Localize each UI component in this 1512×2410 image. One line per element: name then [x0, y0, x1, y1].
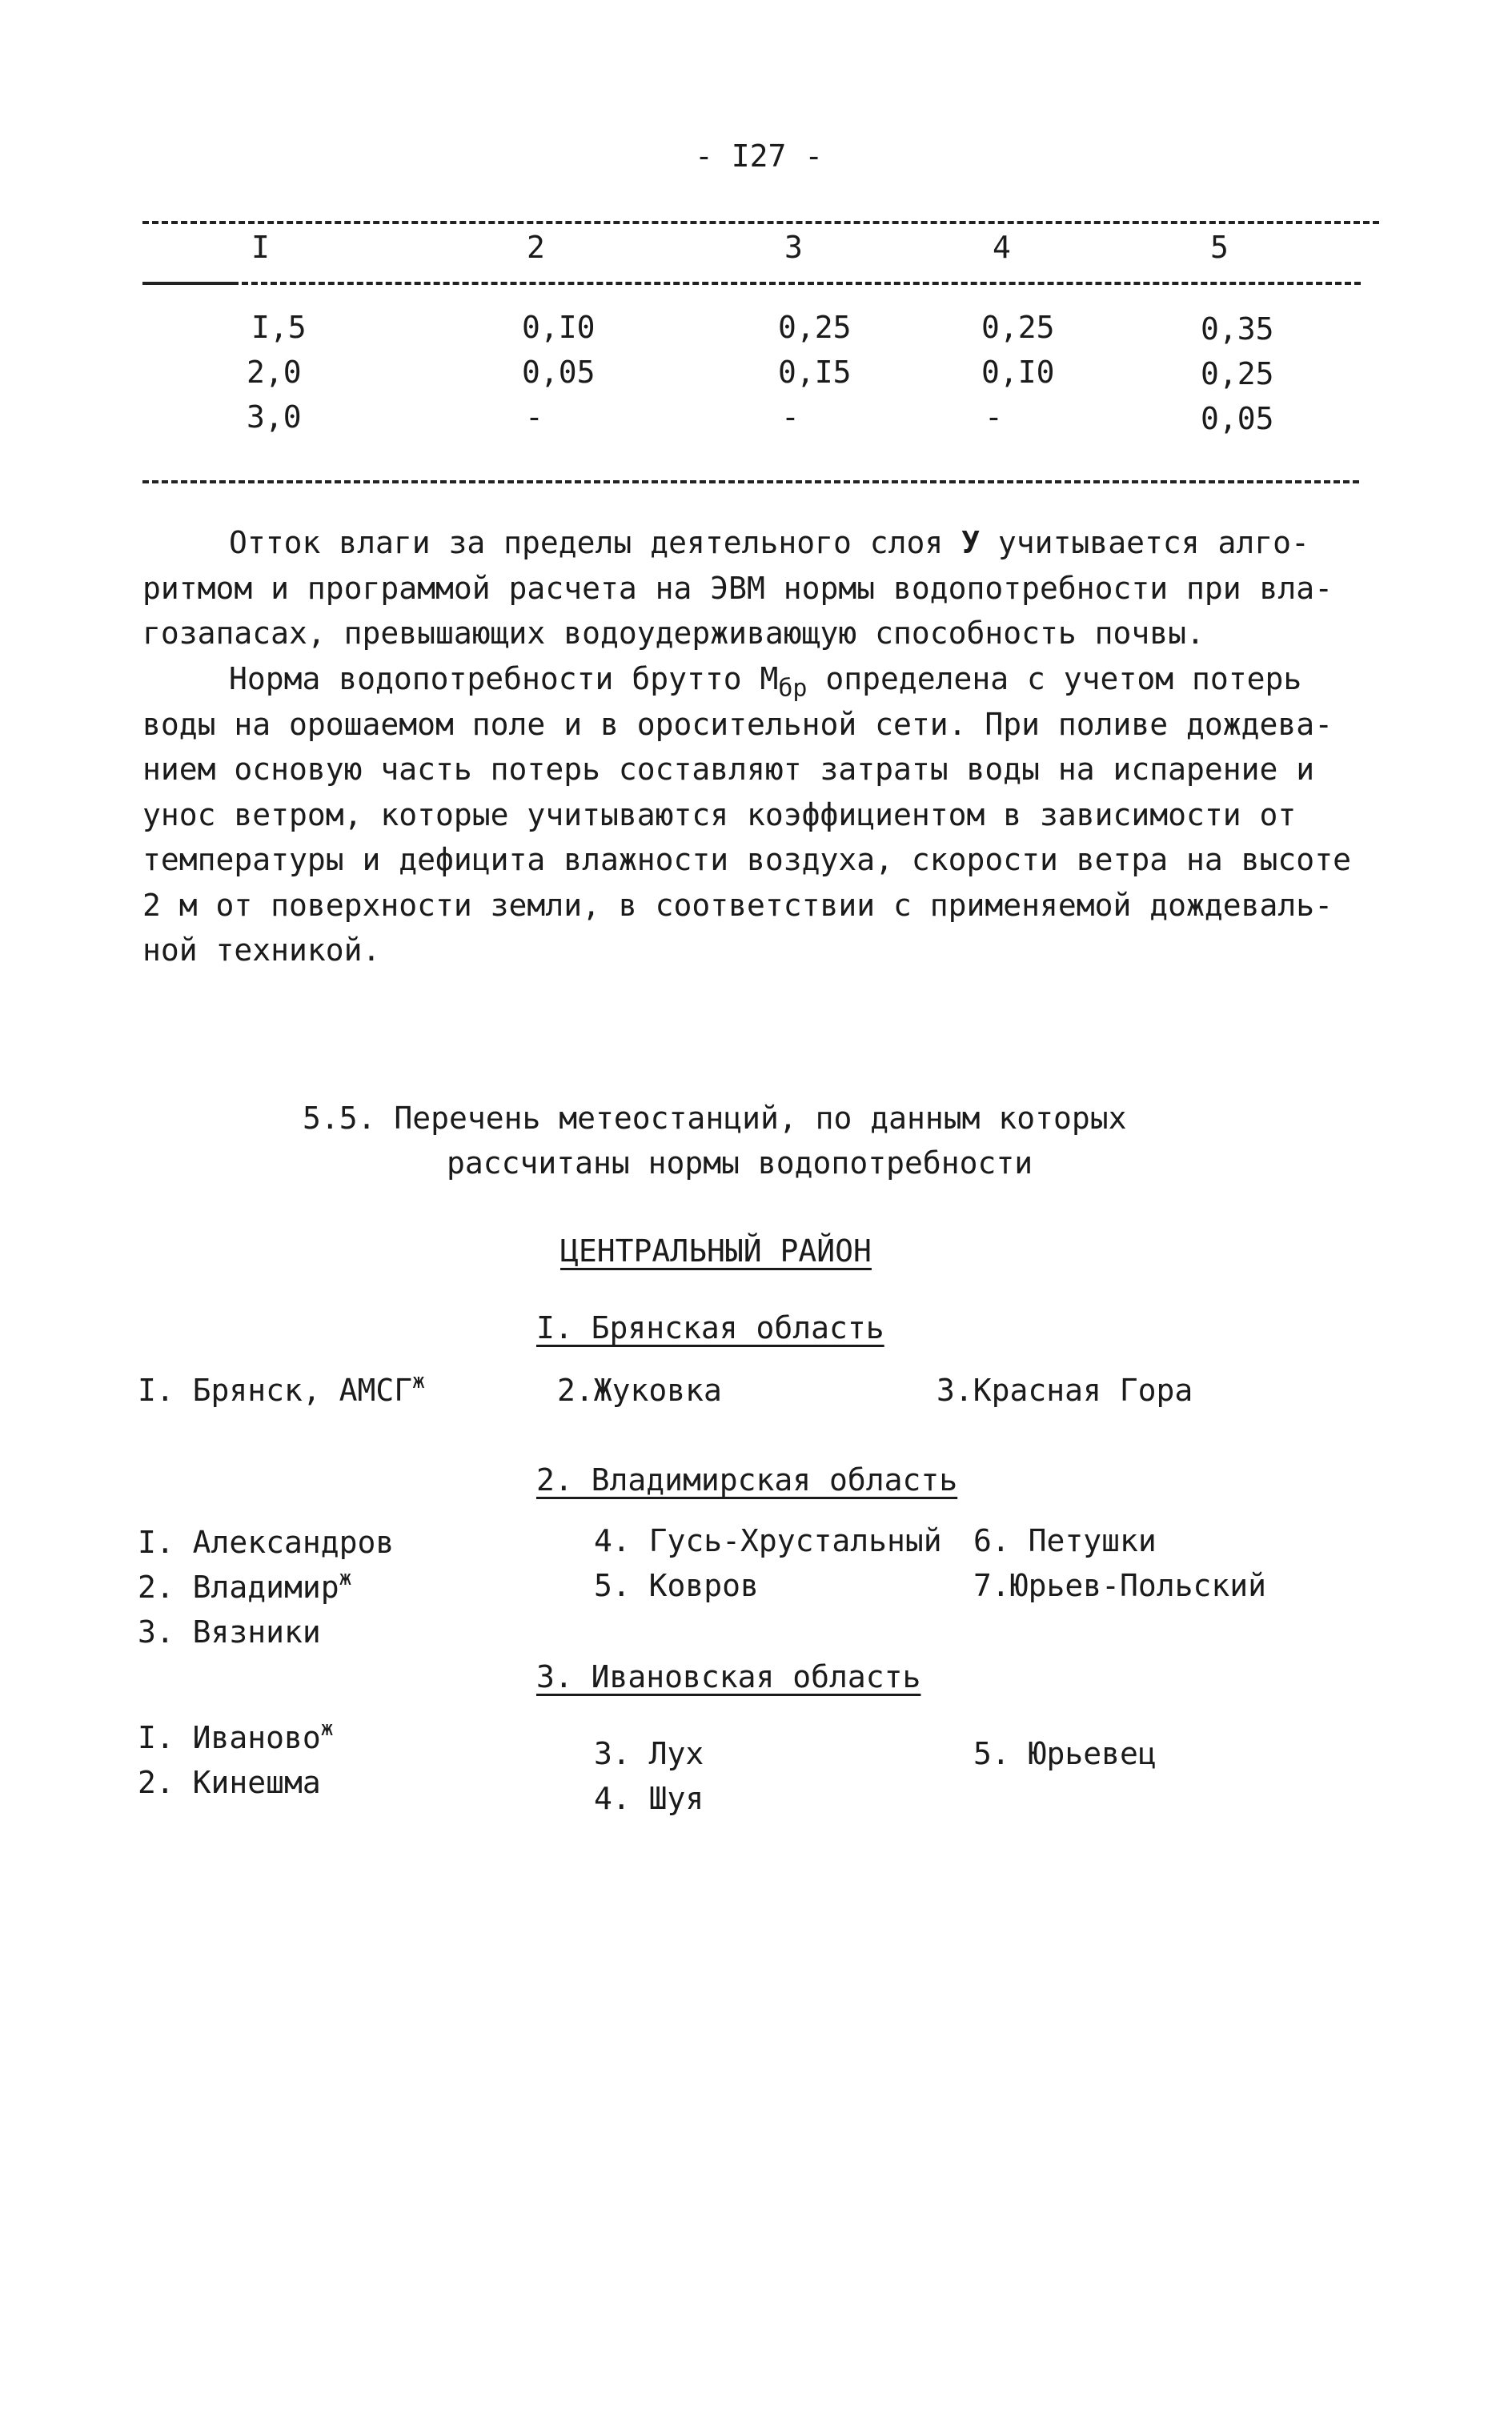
station-item: 4. Гусь-Хрустальный [594, 1523, 942, 1558]
paragraph-moisture-outflow [142, 520, 1375, 656]
table-cell: 3,0 [247, 399, 302, 435]
station-item [138, 1717, 334, 1755]
paragraph-text: температуры и дефицита влажности воздуха, скорости ветра на высоте [142, 842, 1351, 877]
table-cell: 0,I0 [522, 310, 596, 345]
asterisk-mark: ж [339, 1566, 352, 1591]
paragraph-text: Норма водопотребности брутто [229, 661, 742, 696]
station-item: 3. Вязники [138, 1614, 321, 1650]
symbol-sub: бр [778, 674, 808, 703]
paragraph-text: определена с учетом потерь [825, 661, 1302, 696]
paragraph-text: ритмом и программой расчета на ЭВМ нормы водопотребности при вла- [142, 570, 1334, 606]
table-header-cell: 4 [993, 230, 1011, 265]
table-cell: 0,05 [1201, 401, 1274, 436]
table-cell: 0,05 [522, 355, 596, 390]
station-name: I. Брянск, АМСГ [138, 1373, 413, 1408]
table-header-solid-rule [142, 282, 232, 285]
table-header-cell: I [251, 230, 270, 265]
table-cell: 0,35 [1201, 311, 1274, 347]
table-cell: 0,25 [981, 310, 1055, 345]
paragraph-gross-norm [142, 656, 1375, 973]
station-item: 3. Лух [594, 1736, 704, 1771]
station-name: I. Иваново [138, 1720, 321, 1755]
oblast-heading: I. Брянская область [536, 1310, 884, 1345]
paragraph-text: унос ветром, которые учитываются коэффициентом в зависимости от [142, 796, 1297, 832]
station-item: I. Александров [138, 1525, 395, 1560]
section-title: 5.5. Перечень метеостанций, по данным которых [303, 1101, 1127, 1136]
table-cell: 0,25 [1201, 356, 1274, 391]
table-cell: - [781, 399, 800, 435]
station-item: 2. Кинешма [138, 1765, 321, 1800]
asterisk-mark: ж [320, 1717, 334, 1742]
station-item: 5. Юрьевец [973, 1736, 1157, 1771]
table-cell: I,5 [251, 310, 307, 345]
station-item: 4. Шуя [594, 1781, 704, 1816]
paragraph-text: учитывается алго- [997, 525, 1309, 560]
district-heading: ЦЕНТРАЛЬНЫЙ РАЙОН [560, 1233, 872, 1269]
station-item [138, 1566, 352, 1605]
symbol-main: М [760, 661, 779, 696]
table-header-cell: 2 [527, 230, 545, 265]
symbol-y: У [961, 525, 981, 560]
asterisk-mark: ж [412, 1369, 425, 1394]
table-cell: - [985, 399, 1003, 435]
paragraph-text: воды на орошаемом поле и в оросительной сети. При поливе дождева- [142, 706, 1334, 742]
oblast-heading: 3. Ивановская область [536, 1659, 921, 1694]
paragraph-text: гозапасах, превышающих водоудерживающую способность почвы. [142, 616, 1205, 651]
station-item: 3.Красная Гора [936, 1373, 1193, 1408]
station-item [138, 1369, 425, 1408]
table-cell: 0,I5 [778, 355, 852, 390]
table-cell: - [525, 399, 543, 435]
station-item: 5. Ковров [594, 1568, 759, 1603]
table-header-cell: 5 [1210, 230, 1229, 265]
paragraph-text: 2 м от поверхности земли, в соответствии с применяемой дождеваль- [142, 887, 1334, 923]
table-cell: 2,0 [247, 355, 302, 390]
symbol-m-br [760, 661, 808, 703]
station-item: 7.Юрьев-Польский [973, 1568, 1267, 1603]
table-cell: 0,25 [778, 310, 852, 345]
oblast-heading: 2. Владимирская область [536, 1462, 958, 1498]
table-cell: 0,I0 [981, 355, 1055, 390]
page-number: - I27 - [695, 138, 824, 174]
table-header-cell: 3 [784, 230, 803, 265]
paragraph-text: ной техникой. [142, 932, 381, 968]
station-item: 6. Петушки [973, 1523, 1157, 1558]
paragraph-text: нием основую часть потерь составляют затраты воды на испарение и [142, 752, 1315, 787]
paragraph-text: Отток влаги за пределы деятельного слоя [229, 525, 944, 560]
station-item: 2.Жуковка [557, 1373, 722, 1408]
section-subtitle: рассчитаны нормы водопотребности [447, 1145, 1033, 1181]
station-name: 2. Владимир [138, 1570, 339, 1605]
